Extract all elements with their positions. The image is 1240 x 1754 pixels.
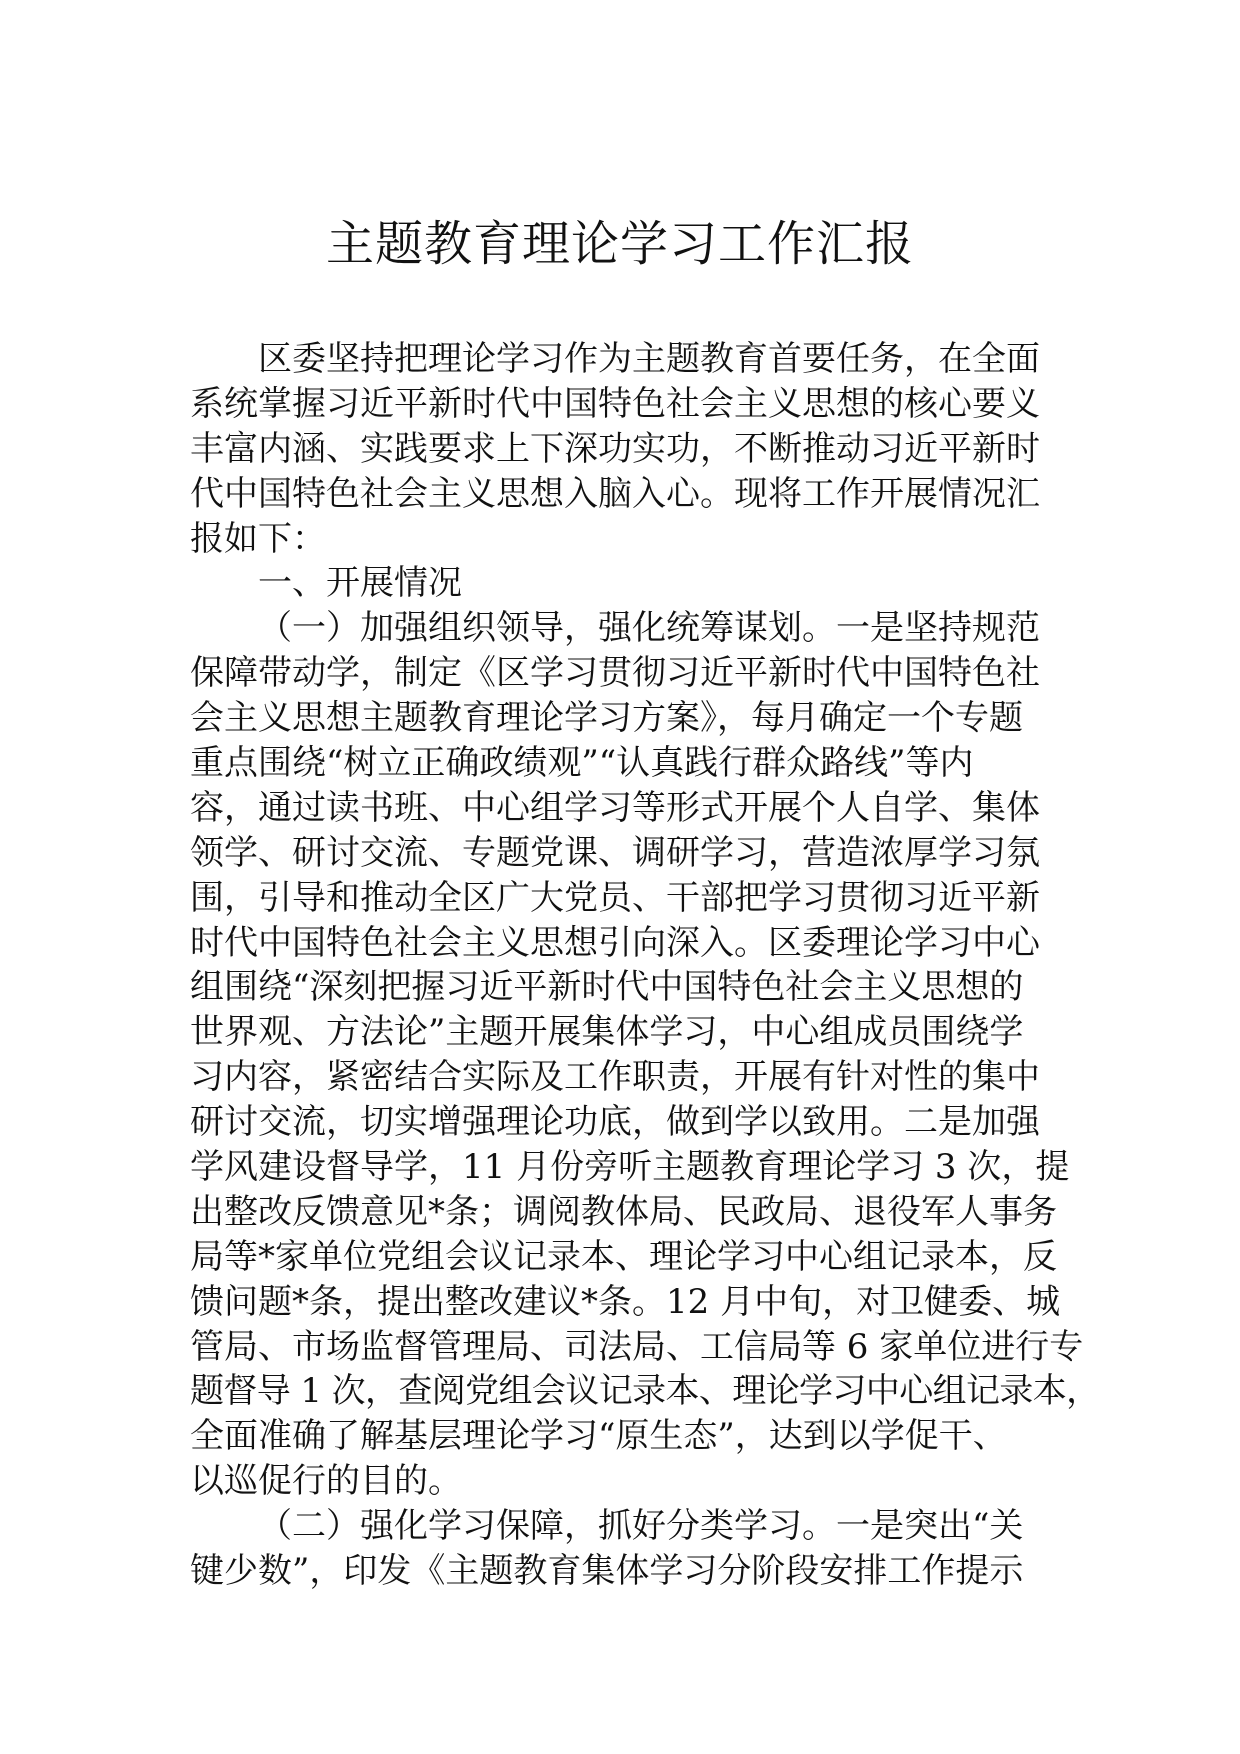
text-line: 学风建设督导学，11 月份旁听主题教育理论学习 3 次，提 — [190, 1147, 1070, 1188]
text-line: 局等*家单位党组会议记录本、理论学习中心组记录本，反 — [190, 1236, 1057, 1277]
text-line: 时代中国特色社会主义思想引向深入。区委理论学习中心 — [190, 922, 1040, 963]
text-line: 出整改反馈意见*条；调阅教体局、民政局、退役军人事务 — [190, 1191, 1057, 1232]
text-line: 区委坚持把理论学习作为主题教育首要任务，在全面 — [258, 339, 1040, 379]
text-line: 丰富内涵、实践要求上下深功实功，不断推动习近平新时 — [190, 428, 1040, 469]
text-line: 世界观、方法论”主题开展集体学习，中心组成员围绕学 — [190, 1012, 1024, 1053]
text-line: 研讨交流，切实增强理论功底，做到学以致用。二是加强 — [190, 1102, 1040, 1143]
text-line: 重点围绕“树立正确政绩观”“认真践行群众路线”等内 — [190, 743, 974, 784]
text-line: 键少数”，印发《主题教育集体学习分阶段安排工作提示 — [190, 1551, 1024, 1592]
text-line: 保障带动学，制定《区学习贯彻习近平新时代中国特色社 — [190, 653, 1040, 694]
text-line: 围，引导和推动全区广大党员、干部把学习贯彻习近平新 — [190, 877, 1040, 918]
text-line: 管局、市场监督管理局、司法局、工信局等 6 家单位进行专 — [190, 1326, 1084, 1367]
text-line: 代中国特色社会主义思想入脑入心。现将工作开展情况汇 — [190, 473, 1040, 514]
text-line: 会主义思想主题教育理论学习方案》，每月确定一个专题 — [190, 698, 1023, 739]
text-line: 馈问题*条，提出整改建议*条。12 月中旬，对卫健委、城 — [190, 1281, 1061, 1322]
text-line: 习内容，紧密结合实际及工作职责，开展有针对性的集中 — [190, 1057, 1040, 1098]
text-line: 容，通过读书班、中心组学习等形式开展个人自学、集体 — [190, 787, 1040, 828]
document-title: 主题教育理论学习工作汇报 — [325, 216, 914, 272]
text-line: 报如下： — [190, 518, 326, 559]
text-line: 题督导 1 次，查阅党组会议记录本、理论学习中心组记录本， — [190, 1371, 1100, 1412]
text-line: 领学、研讨交流、专题党课、调研学习，营造浓厚学习氛 — [190, 832, 1040, 873]
text-line: 系统掌握习近平新时代中国特色社会主义思想的核心要义 — [190, 383, 1040, 424]
text-line: 组围绕“深刻把握习近平新时代中国特色社会主义思想的 — [190, 967, 1024, 1008]
text-line: 以巡促行的目的。 — [190, 1461, 462, 1502]
text-line: （一）加强组织领导，强化统筹谋划。一是坚持规范 — [258, 608, 1040, 649]
text-line: 全面准确了解基层理论学习“原生态”，达到以学促干、 — [190, 1416, 1007, 1457]
text-line: （二）强化学习保障，抓好分类学习。一是突出“关 — [258, 1506, 1024, 1547]
document-body — [190, 337, 1100, 1594]
text-line: 一、开展情况 — [258, 563, 462, 604]
